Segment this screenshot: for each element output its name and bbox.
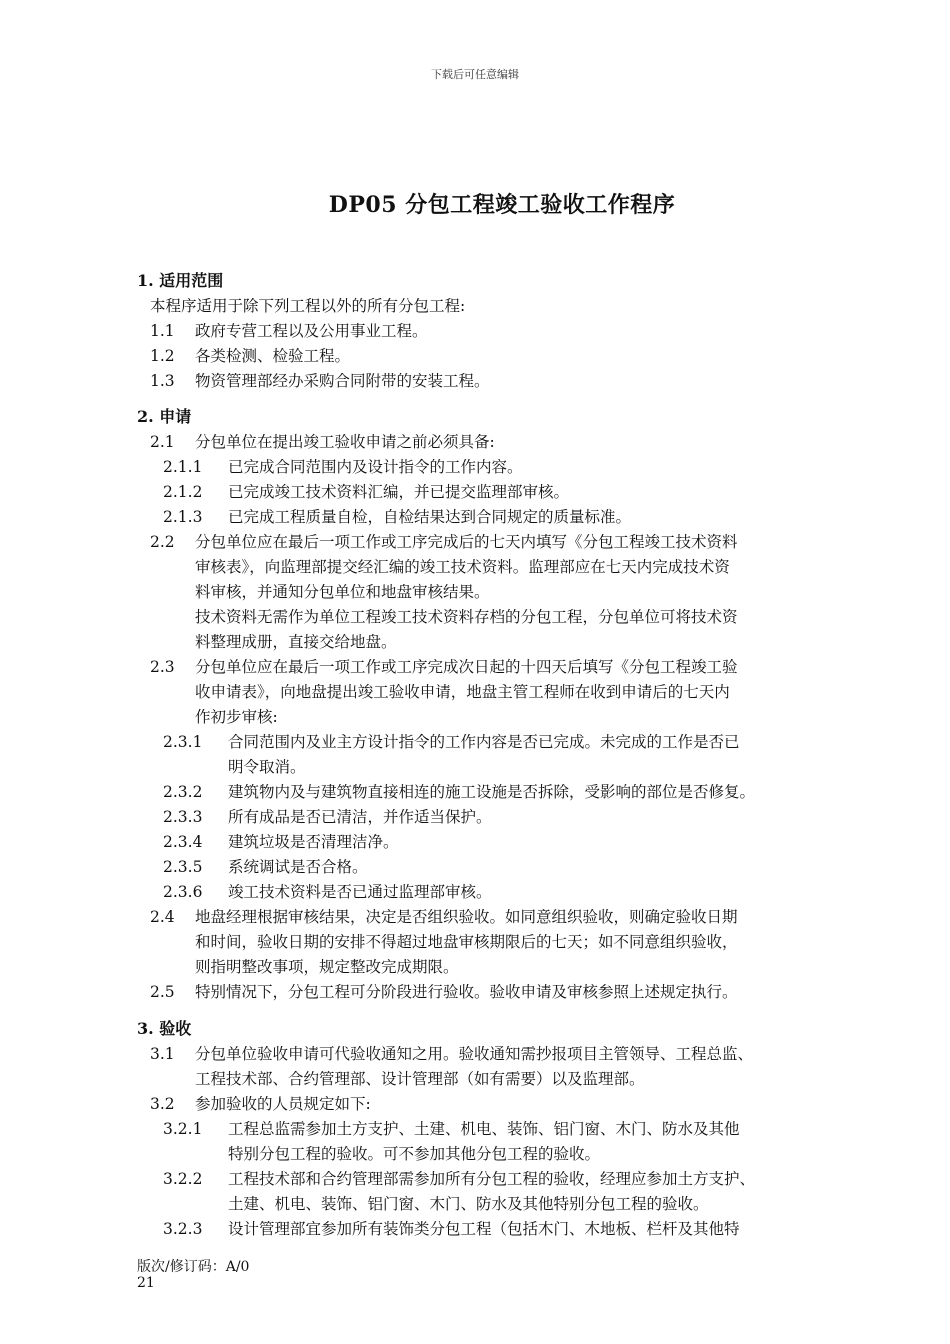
clause-number: 2.3.5 bbox=[163, 858, 203, 876]
clause-text: 明令取消。 bbox=[228, 758, 306, 776]
clause-number: 2.1.2 bbox=[163, 483, 203, 501]
clause-text: 各类检测、检验工程。 bbox=[195, 347, 351, 365]
clause-number: 2.3.6 bbox=[163, 883, 203, 901]
clause-text: 政府专营工程以及公用事业工程。 bbox=[195, 322, 428, 340]
clause-text: 设计管理部宜参加所有装饰类分包工程（包括木门、木地板、栏杆及其他特 bbox=[228, 1220, 740, 1238]
clause-text: 特别情况下，分包工程可分阶段进行验收。验收申请及审核参照上述规定执行。 bbox=[195, 983, 738, 1001]
clause-number: 3.2.2 bbox=[163, 1170, 203, 1188]
clause-text: 已完成合同范围内及设计指令的工作内容。 bbox=[228, 458, 523, 476]
clause-number: 3.2.1 bbox=[163, 1120, 203, 1138]
clause-text: 收申请表》，向地盘提出竣工验收申请，地盘主管工程师在收到申请后的七天内 bbox=[195, 683, 730, 701]
section-heading: 1. 适用范围 bbox=[137, 271, 224, 290]
clause-text: 审核表》，向监理部提交经汇编的竣工技术资料。监理部应在七天内完成技术资 bbox=[195, 558, 730, 576]
clause-text: 建筑物内及与建筑物直接相连的施工设施是否拆除，受影响的部位是否修复。 bbox=[228, 783, 756, 801]
clause-number: 3.1 bbox=[150, 1045, 175, 1063]
page-number: 21 bbox=[137, 1275, 155, 1291]
clause-number: 2.3.3 bbox=[163, 808, 203, 826]
clause-text: 土建、机电、装饰、铝门窗、木门、防水及其他特别分包工程的验收。 bbox=[228, 1195, 709, 1213]
clause-text: 工程技术部和合约管理部需参加所有分包工程的验收，经理应参加土方支护、 bbox=[228, 1170, 756, 1188]
clause-text: 工程总监需参加土方支护、土建、机电、装饰、铝门窗、木门、防水及其他 bbox=[228, 1120, 740, 1138]
clause-text: 料整理成册，直接交给地盘。 bbox=[195, 633, 397, 651]
clause-text: 分包单位在提出竣工验收申请之前必须具备: bbox=[195, 433, 495, 451]
page-title: DP05 分包工程竣工验收工作程序 bbox=[328, 192, 676, 218]
clause-text: 系统调试是否合格。 bbox=[228, 858, 368, 876]
clause-number: 3.2 bbox=[150, 1095, 175, 1113]
section-heading: 2. 申请 bbox=[137, 407, 192, 426]
clause-text: 参加验收的人员规定如下: bbox=[195, 1095, 371, 1113]
clause-text: 所有成品是否已清洁，并作适当保护。 bbox=[228, 808, 492, 826]
clause-number: 2.3.1 bbox=[163, 733, 203, 751]
clause-text: 竣工技术资料是否已通过监理部审核。 bbox=[228, 883, 492, 901]
clause-text: 分包单位应在最后一项工作或工序完成次日起的十四天后填写《分包工程竣工验 bbox=[195, 658, 738, 676]
clause-number: 3.2.3 bbox=[163, 1220, 203, 1238]
clause-text: 作初步审核: bbox=[195, 708, 278, 726]
clause-text: 料审核，并通知分包单位和地盘审核结果。 bbox=[195, 583, 490, 601]
header-note: 下载后可任意编辑 bbox=[431, 68, 519, 81]
clause-text: 分包单位应在最后一项工作或工序完成后的七天内填写《分包工程竣工技术资料 bbox=[195, 533, 738, 551]
clause-number: 2.3.4 bbox=[163, 833, 203, 851]
clause-number: 1.3 bbox=[150, 372, 175, 390]
clause-number: 2.4 bbox=[150, 908, 175, 926]
clause-text: 则指明整改事项，规定整改完成期限。 bbox=[195, 958, 459, 976]
clause-text: 工程技术部、合约管理部、设计管理部（如有需要）以及监理部。 bbox=[195, 1070, 645, 1088]
clause-text: 本程序适用于除下列工程以外的所有分包工程: bbox=[150, 297, 466, 315]
clause-number: 2.2 bbox=[150, 533, 175, 551]
clause-number: 1.2 bbox=[150, 347, 175, 365]
clause-text: 已完成工程质量自检，自检结果达到合同规定的质量标准。 bbox=[228, 508, 632, 526]
clause-number: 2.1.1 bbox=[163, 458, 203, 476]
clause-number: 2.3 bbox=[150, 658, 175, 676]
clause-text: 已完成竣工技术资料汇编，并已提交监理部审核。 bbox=[228, 483, 570, 501]
clause-number: 2.3.2 bbox=[163, 783, 203, 801]
clause-number: 2.1.3 bbox=[163, 508, 203, 526]
clause-text: 合同范围内及业主方设计指令的工作内容是否已完成。未完成的工作是否已 bbox=[228, 733, 740, 751]
clause-text: 地盘经理根据审核结果，决定是否组织验收。如同意组织验收，则确定验收日期 bbox=[195, 908, 738, 926]
clause-text: 技术资料无需作为单位工程竣工技术资料存档的分包工程，分包单位可将技术资 bbox=[195, 608, 738, 626]
revision-code: 版次/修订码：A/0 bbox=[137, 1259, 250, 1275]
clause-text: 特别分包工程的验收。可不参加其他分包工程的验收。 bbox=[228, 1145, 601, 1163]
clause-text: 建筑垃圾是否清理洁净。 bbox=[228, 833, 399, 851]
clause-text: 和时间，验收日期的安排不得超过地盘审核期限后的七天；如不同意组织验收， bbox=[195, 933, 738, 951]
section-heading: 3. 验收 bbox=[137, 1019, 192, 1038]
clause-text: 物资管理部经办采购合同附带的安装工程。 bbox=[195, 372, 490, 390]
clause-number: 2.1 bbox=[150, 433, 175, 451]
clause-text: 分包单位验收申请可代验收通知之用。验收通知需抄报项目主管领导、工程总监、 bbox=[195, 1045, 754, 1063]
clause-number: 1.1 bbox=[150, 322, 175, 340]
clause-number: 2.5 bbox=[150, 983, 175, 1001]
